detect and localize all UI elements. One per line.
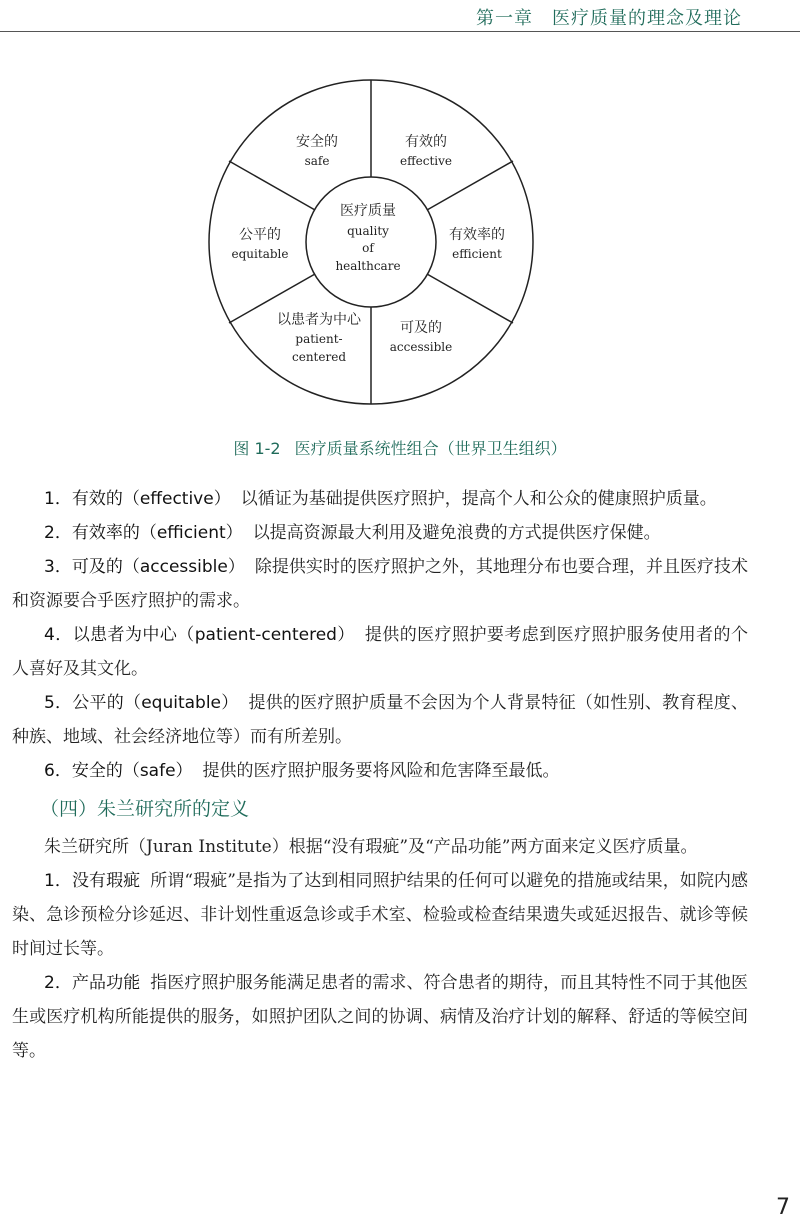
definition-item-effective [0,482,800,516]
item-lead: 2．产品功能 [44,973,141,993]
segment-patient-centered-en-2: centered [292,350,346,364]
item-text: 提供的医疗照护质量不会因为个人背景特征（如性别、教育程度、种族、地域、社会经济地位等）而有所差别。 [12,693,748,747]
item-lead: 3．可及的（accessible） [44,557,245,577]
segment-equitable-en: equitable [231,247,289,261]
item-lead: 4．以患者为中心（patient-centered） [44,625,355,645]
section-heading: （四）朱兰研究所的定义 [40,798,250,820]
juran-item-product-features [0,966,800,1068]
segment-safe-en: safe [304,154,330,168]
segment-effective-en: effective [400,154,452,168]
item-text: 提供的医疗照护服务要将风险和危害降至最低。 [202,761,560,781]
item-lead: 1．有效的（effective） [44,489,231,509]
item-text: 除提供实时的医疗照护之外，其地理分布也要合理，并且医疗技术和资源要合乎医疗照护的需求。 [12,557,749,611]
item-lead: 5．公平的（equitable） [44,693,239,713]
segment-effective-cn: 有效的 [405,134,447,150]
divider-lower-right [427,274,513,323]
item-lead: 6．安全的（safe） [44,761,193,781]
divider-upper-right [427,161,513,210]
quality-wheel-diagram [0,0,800,430]
figure-caption-text: 医疗质量系统性组合（世界卫生组织） [294,439,567,458]
center-label-en-3: healthcare [335,259,401,273]
item-lead: 2．有效率的（efficient） [44,523,243,543]
definition-item-equitable [0,686,800,754]
figure-number: 图 1-2 [233,439,281,458]
definition-item-accessible [0,550,800,618]
definition-item-patient-centered [0,618,800,686]
item-lead: 1．没有瑕疵 [44,871,141,891]
segment-accessible-en: accessible [389,340,453,354]
segment-equitable-cn: 公平的 [239,227,281,243]
segment-patient-centered-en-1: patient- [295,332,343,346]
item-text: 以循证为基础提供医疗照护，提高个人和公众的健康照护质量。 [240,489,717,509]
page-number: 7 [776,1195,790,1220]
segment-patient-centered-cn: 以患者为中心 [277,312,361,328]
center-label-cn: 医疗质量 [340,203,396,219]
juran-item-no-defects [0,864,800,966]
segment-efficient-en: efficient [452,247,502,261]
center-label-en-2: of [362,241,374,255]
segment-accessible-cn: 可及的 [400,320,442,336]
divider-upper-left [229,161,315,210]
definition-item-efficient [0,516,800,550]
item-text: 指医疗照护服务能满足患者的需求、符合患者的期待，而且其特性不同于其他医生或医疗机构所能提供的服务，如照护团队之间的协调、病情及治疗计划的解释、舒适的等候空间等。 [12,973,748,1061]
segment-safe-cn: 安全的 [296,134,338,150]
center-label-en-1: quality [347,224,389,238]
chapter-title: 第一章 医疗质量的理念及理论 [476,8,742,29]
section-intro: 朱兰研究所（Juran Institute）根据“没有瑕疵”及“产品功能”两方面来定义医疗质量。 [44,837,698,857]
definition-item-safe [0,754,800,788]
figure-caption [0,436,800,459]
body-text [0,482,800,1068]
item-text: 提供的医疗照护要考虑到医疗照护服务使用者的个人喜好及其文化。 [12,625,748,679]
item-text: 以提高资源最大利用及避免浪费的方式提供医疗保健。 [252,523,661,543]
segment-efficient-cn: 有效率的 [449,227,505,243]
item-text: 所谓“瑕疵”是指为了达到相同照护结果的任何可以避免的措施或结果，如院内感染、急诊预检分诊延迟、非计划性重返急诊或手术室、检验或检查结果遗失或延迟报告、就诊等候时间过长等。 [12,871,748,959]
